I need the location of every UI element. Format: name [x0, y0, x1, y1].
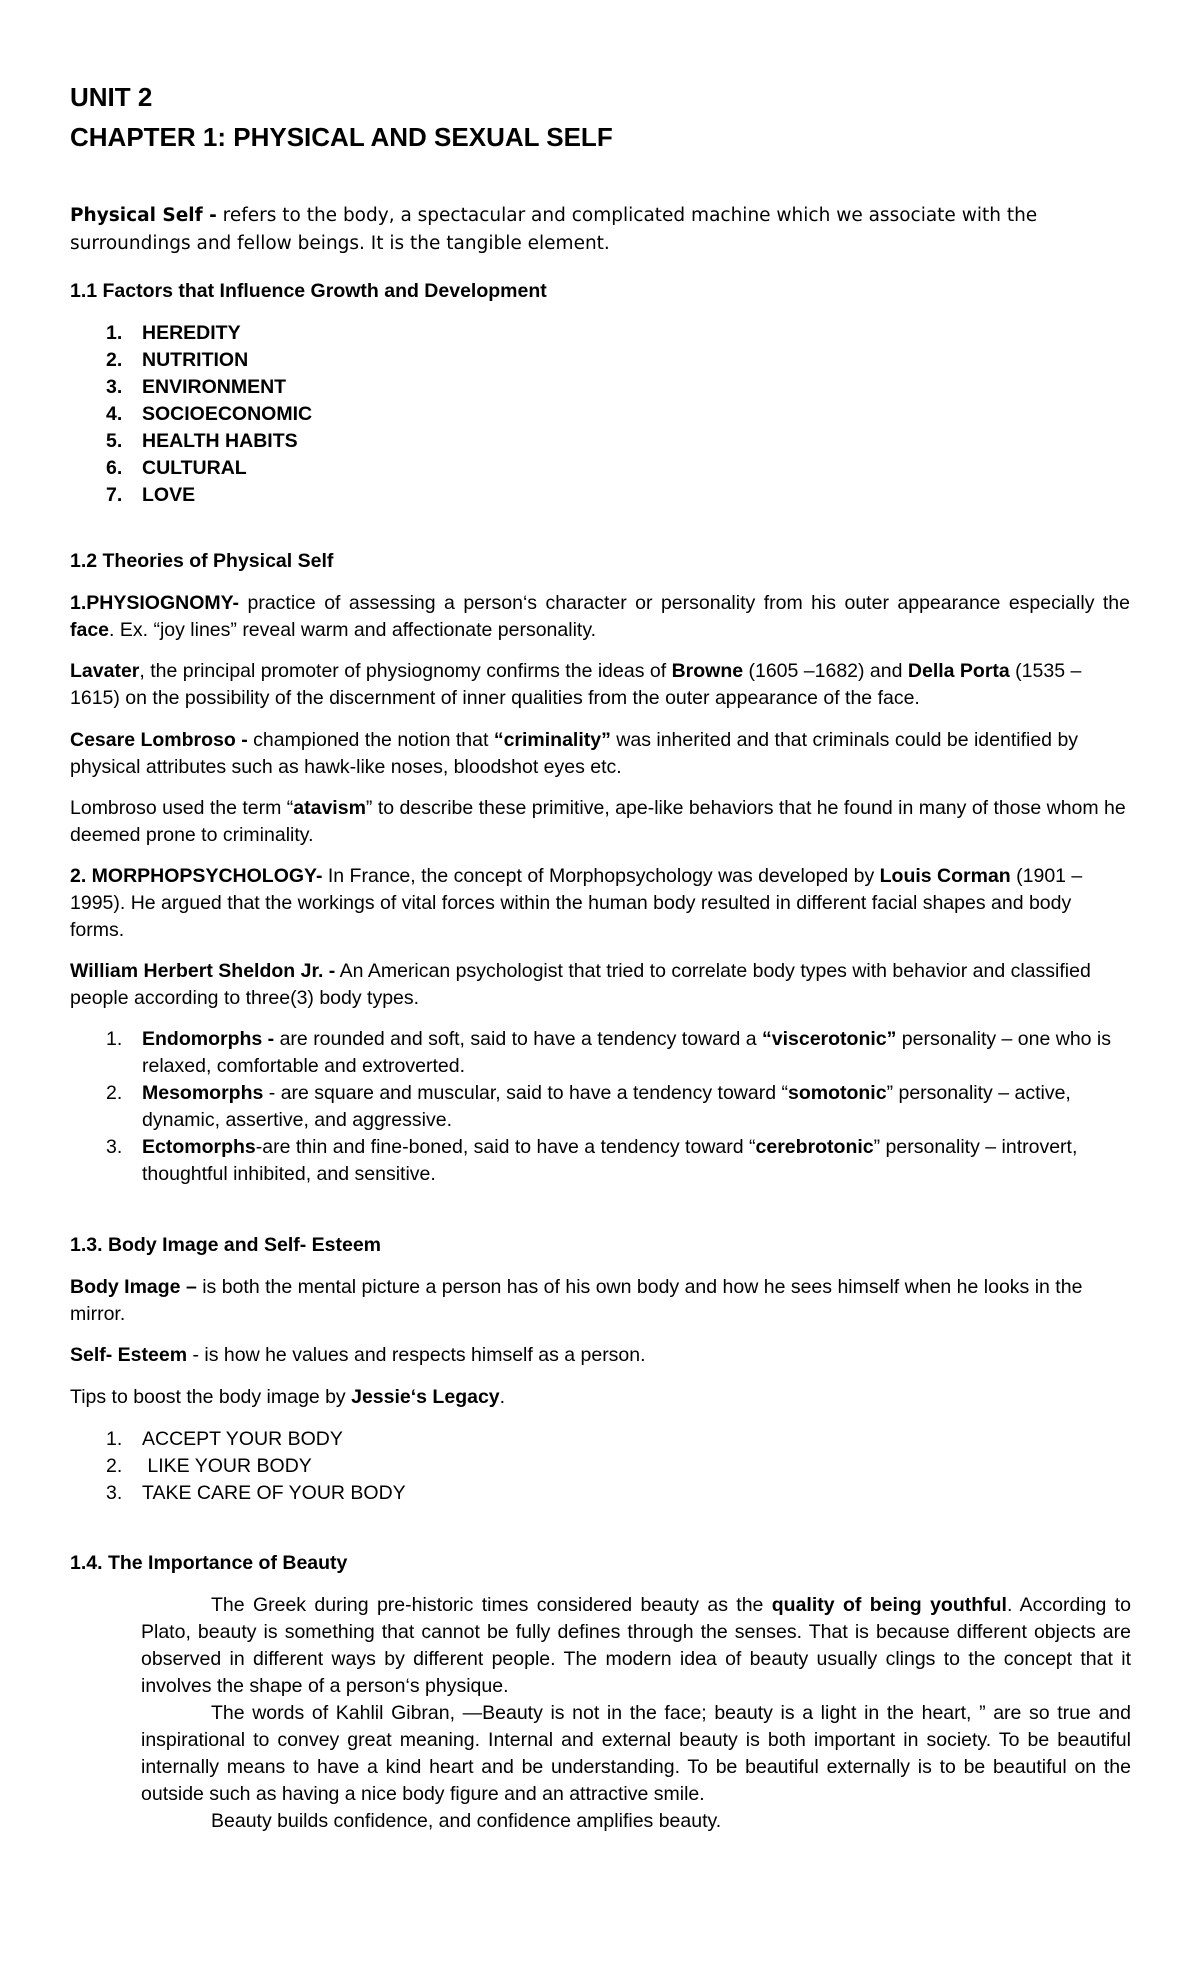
chapter-title: CHAPTER 1: PHYSICAL AND SEXUAL SELF	[70, 122, 613, 152]
factors-list	[102, 320, 1112, 509]
physical-self-term: Physical Self -	[70, 205, 217, 226]
physical-self-text: refers to the body, a spectacular and complicated machine which we associate with the surroundings and fellow beings. It is the tangible element.	[70, 205, 1038, 254]
physical-self-definition	[70, 202, 1130, 258]
section-1-3-heading: 1.3. Body Image and Self- Esteem	[70, 1234, 382, 1256]
list-item: 1. ACCEPT YOUR BODY	[106, 1428, 343, 1450]
list-item: 3. ENVIRONMENT	[106, 376, 287, 398]
list-item: 6. CULTURAL	[106, 457, 247, 479]
lavater-paragraph: Lavater, the principal promoter of physiognomy confirms the ideas of Browne (1605 –1682) and Della Porta (1535 – 1615) on the possibility of the discernment of inner qualities from the outer appearance of the face.	[70, 660, 1082, 709]
beauty-paragraph-1: The Greek during pre-historic times considered beauty as the quality of being youthful. According to Plato, beauty is something that cannot be fully defines through the senses. That is because different objects are observed in different ways by different people. The modern idea of beauty usually clings to the concept that it involves the shape of a person‘s physique.	[141, 1594, 1131, 1697]
beauty-paragraph-2: The words of Kahlil Gibran, ―Beauty is not in the face; beauty is a light in the heart, ” are so true and inspirational to convey great meaning. Internal and external beauty is both important in society. To be beautiful internally means to have a kind heart and be understanding. To be beautiful externally is to be beautiful on the outside such as having a nice body figure and an attractive smile.	[141, 1702, 1131, 1805]
section-1-2-heading: 1.2 Theories of Physical Self	[70, 550, 334, 572]
list-item: 4. SOCIOECONOMIC	[106, 403, 313, 425]
morphopsychology-paragraph: 2. MORPHOPSYCHOLOGY- In France, the concept of Morphopsychology was developed by Louis Corman (1901 – 1995). He argued that the workings of vital forces within the human body resulted in different facial shapes and body forms.	[70, 865, 1083, 941]
list-item: 2. NUTRITION	[106, 349, 249, 371]
section-1-4-heading: 1.4. The Importance of Beauty	[70, 1552, 348, 1574]
list-item: 1. Endomorphs - are rounded and soft, said to have a tendency toward a “viscerotonic” personality – one who is relaxed, comfortable and extroverted.	[106, 1028, 1112, 1077]
list-item: 3. TAKE CARE OF YOUR BODY	[106, 1482, 406, 1504]
lombroso-paragraph: Cesare Lombroso - championed the notion that “criminality” was inherited and that criminals could be identified by physical attributes such as hawk-like noses, bloodshot eyes etc.	[70, 729, 1079, 778]
tips-paragraph: Tips to boost the body image by Jessie‘s Legacy.	[70, 1386, 506, 1408]
list-item: 3. Ectomorphs-are thin and fine-boned, said to have a tendency toward “cerebrotonic” personality – introvert, thoughtful inhibited, and sensitive.	[106, 1136, 1078, 1185]
beauty-paragraph-3: Beauty builds confidence, and confidence amplifies beauty.	[211, 1810, 722, 1832]
body-types-list	[102, 1026, 1112, 1188]
sheldon-paragraph: William Herbert Sheldon Jr. - An American psychologist that tried to correlate body types with behavior and classified people according to three(3) body types.	[70, 960, 1091, 1009]
list-item: 1. HEREDITY	[106, 322, 241, 344]
list-item: 5. HEALTH HABITS	[106, 430, 298, 452]
list-item: 2. LIKE YOUR BODY	[106, 1455, 312, 1477]
list-item: 7. LOVE	[106, 484, 196, 506]
section-1-1-heading: 1.1 Factors that Influence Growth and Development	[70, 280, 547, 302]
tips-list	[102, 1426, 1112, 1507]
physiognomy-paragraph: 1.PHYSIOGNOMY- practice of assessing a person‘s character or personality from his outer appearance especially the face. Ex. “joy lines” reveal warm and affectionate personality.	[70, 592, 1130, 641]
list-item: 2. Mesomorphs - are square and muscular, said to have a tendency toward “somotonic” personality – active, dynamic, assertive, and aggressive.	[106, 1082, 1071, 1131]
body-image-paragraph: Body Image – is both the mental picture a person has of his own body and how he sees himself when he looks in the mirror.	[70, 1276, 1083, 1325]
self-esteem-paragraph: Self- Esteem - is how he values and respects himself as a person.	[70, 1344, 646, 1366]
unit-title: UNIT 2	[70, 82, 153, 112]
atavism-paragraph: Lombroso used the term “atavism” to describe these primitive, ape-like behaviors that he found in many of those whom he deemed prone to criminality.	[70, 797, 1126, 846]
